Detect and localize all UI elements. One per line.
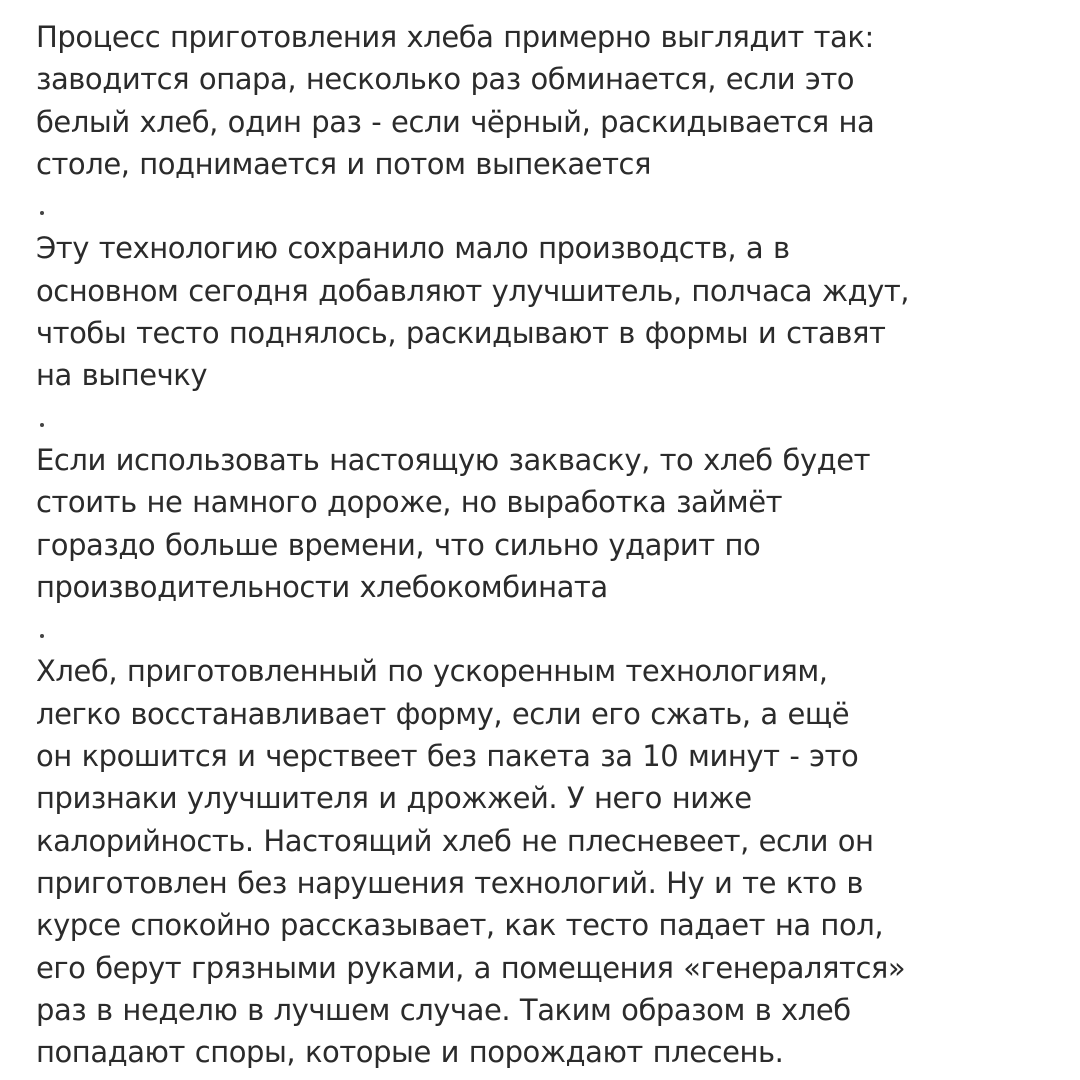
separator-dot <box>40 634 44 638</box>
text-line: гораздо больше времени, что сильно ударит по <box>36 527 761 562</box>
text-line: курсе спокойно рассказывает, как тесто падает на пол, <box>36 908 884 943</box>
text-line: он крошится и черствеет без пакета за 10 минут - это <box>36 739 859 774</box>
paragraph-sourdough <box>36 439 1040 608</box>
text-line: стоить не намного дороже, но выработка займёт <box>36 485 783 520</box>
paragraph-separator <box>36 397 1040 439</box>
text-line: Процесс приготовления хлеба примерно выглядит так: <box>36 20 874 54</box>
text-line: приготовлен без нарушения технологий. Ну и те кто в <box>36 865 863 900</box>
text-line: попадают споры, которые и порождают плесень. <box>36 1035 784 1070</box>
text-line: Если использовать настоящую закваску, то хлеб будет <box>36 442 871 477</box>
separator-dot <box>40 211 44 215</box>
text-line: признаки улучшителя и дрожжей. У него ниже <box>36 781 752 816</box>
text-line: раз в неделю в лучшем случае. Таким образом в хлеб <box>36 992 851 1027</box>
text-line: чтобы тесто поднялось, раскидывают в формы и ставят <box>36 316 886 351</box>
text-line: на выпечку <box>36 358 208 393</box>
text-line: заводится опара, несколько раз обминается, если это <box>36 62 855 97</box>
text-line: Эту технологию сохранило мало производств, а в <box>36 231 790 266</box>
text-line: калорийность. Настоящий хлеб не плесневеет, если он <box>36 823 874 858</box>
paragraph-accelerated-bread <box>36 650 1040 1073</box>
separator-dot <box>40 423 44 427</box>
text-line: Хлеб, приготовленный по ускоренным технологиям, <box>36 654 828 689</box>
text-line: белый хлеб, один раз - если чёрный, раскидывается на <box>36 104 875 139</box>
text-line: производительности хлебокомбината <box>36 569 608 604</box>
text-line: основном сегодня добавляют улучшитель, полчаса ждут, <box>36 273 910 308</box>
paragraph-separator <box>36 185 1040 227</box>
paragraph-separator <box>36 608 1040 650</box>
paragraph-bread-process <box>36 16 1040 185</box>
text-line: его берут грязными руками, а помещения «генералятся» <box>36 950 906 985</box>
text-line: столе, поднимается и потом выпекается <box>36 146 651 181</box>
paragraph-technology <box>36 227 1040 396</box>
text-line: легко восстанавливает форму, если его сжать, а ещё <box>36 696 850 731</box>
